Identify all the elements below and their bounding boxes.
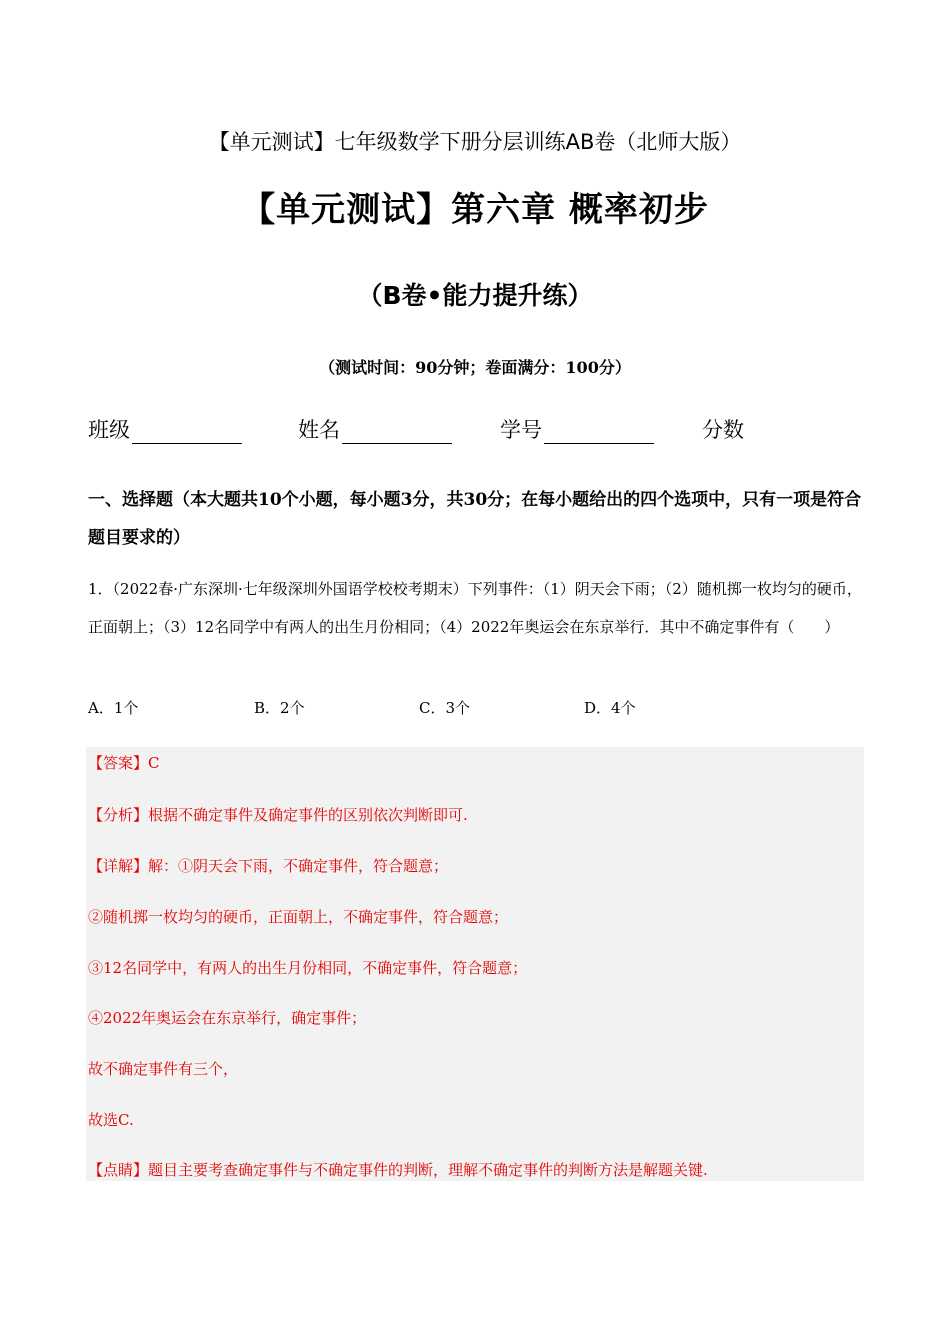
- class-blank: [132, 421, 242, 444]
- test-info: （测试时间：90分钟；卷面满分：100分）: [319, 358, 631, 377]
- option-a: A．1个: [88, 699, 139, 717]
- main-title: 【单元测试】第六章 概率初步: [241, 190, 709, 230]
- class-field: [88, 414, 242, 444]
- detail-line: ③12名同学中，有两人的出生月份相同，不确定事件，符合题意；: [88, 959, 528, 977]
- class-label: 班级: [88, 418, 130, 442]
- name-field: [298, 414, 452, 444]
- analysis-line: 【分析】根据不确定事件及确定事件的区别依次判断即可.: [88, 806, 468, 824]
- answer-panel: [86, 747, 864, 1181]
- question-1-options: [88, 697, 864, 725]
- student-info-row: [88, 414, 868, 446]
- name-label: 姓名: [298, 418, 340, 442]
- option-c: C．3个: [419, 699, 471, 717]
- student-id-blank: [544, 421, 654, 444]
- answer-line: 【答案】C: [88, 754, 160, 772]
- option-b: B．2个: [254, 699, 305, 717]
- comment-line: 【点睛】题目主要考查确定事件与不确定事件的判断，理解不确定事件的判断方法是解题关键.: [88, 1161, 708, 1179]
- choice-line: 故选C.: [88, 1111, 134, 1129]
- detail-line: ②随机掷一枚均匀的硬币，正面朝上，不确定事件，符合题意；: [88, 908, 509, 926]
- student-id-label: 学号: [500, 418, 542, 442]
- detail-line: 【详解】解：①阴天会下雨，不确定事件，符合题意；: [88, 857, 449, 875]
- option-d: D．4个: [584, 699, 636, 717]
- series-title: 【单元测试】七年级数学下册分层训练AB卷（北师大版）: [208, 130, 742, 154]
- conclusion-line: 故不确定事件有三个，: [88, 1060, 239, 1078]
- section-heading: 一、选择题（本大题共10个小题，每小题3分，共30分；在每小题给出的四个选项中，只有一项是符合题目要求的）: [88, 490, 862, 548]
- detail-line: ④2022年奥运会在东京举行，确定事件；: [88, 1009, 367, 1027]
- question-1-text: 1．（2022春·广东深圳·七年级深圳外国语学校校考期末）下列事件：（1）阴天会下雨；（2）随机掷一枚均匀的硬币，正面朝上；（3）12名同学中有两人的出生月份相同；（4）2022年奥运会在东京举行．其中不确定事件有（ ）: [88, 580, 862, 636]
- sub-title: （B卷•能力提升练）: [357, 281, 593, 310]
- name-blank: [342, 421, 452, 444]
- score-field: [702, 414, 744, 444]
- score-label: 分数: [702, 418, 744, 442]
- student-id-field: [500, 414, 654, 444]
